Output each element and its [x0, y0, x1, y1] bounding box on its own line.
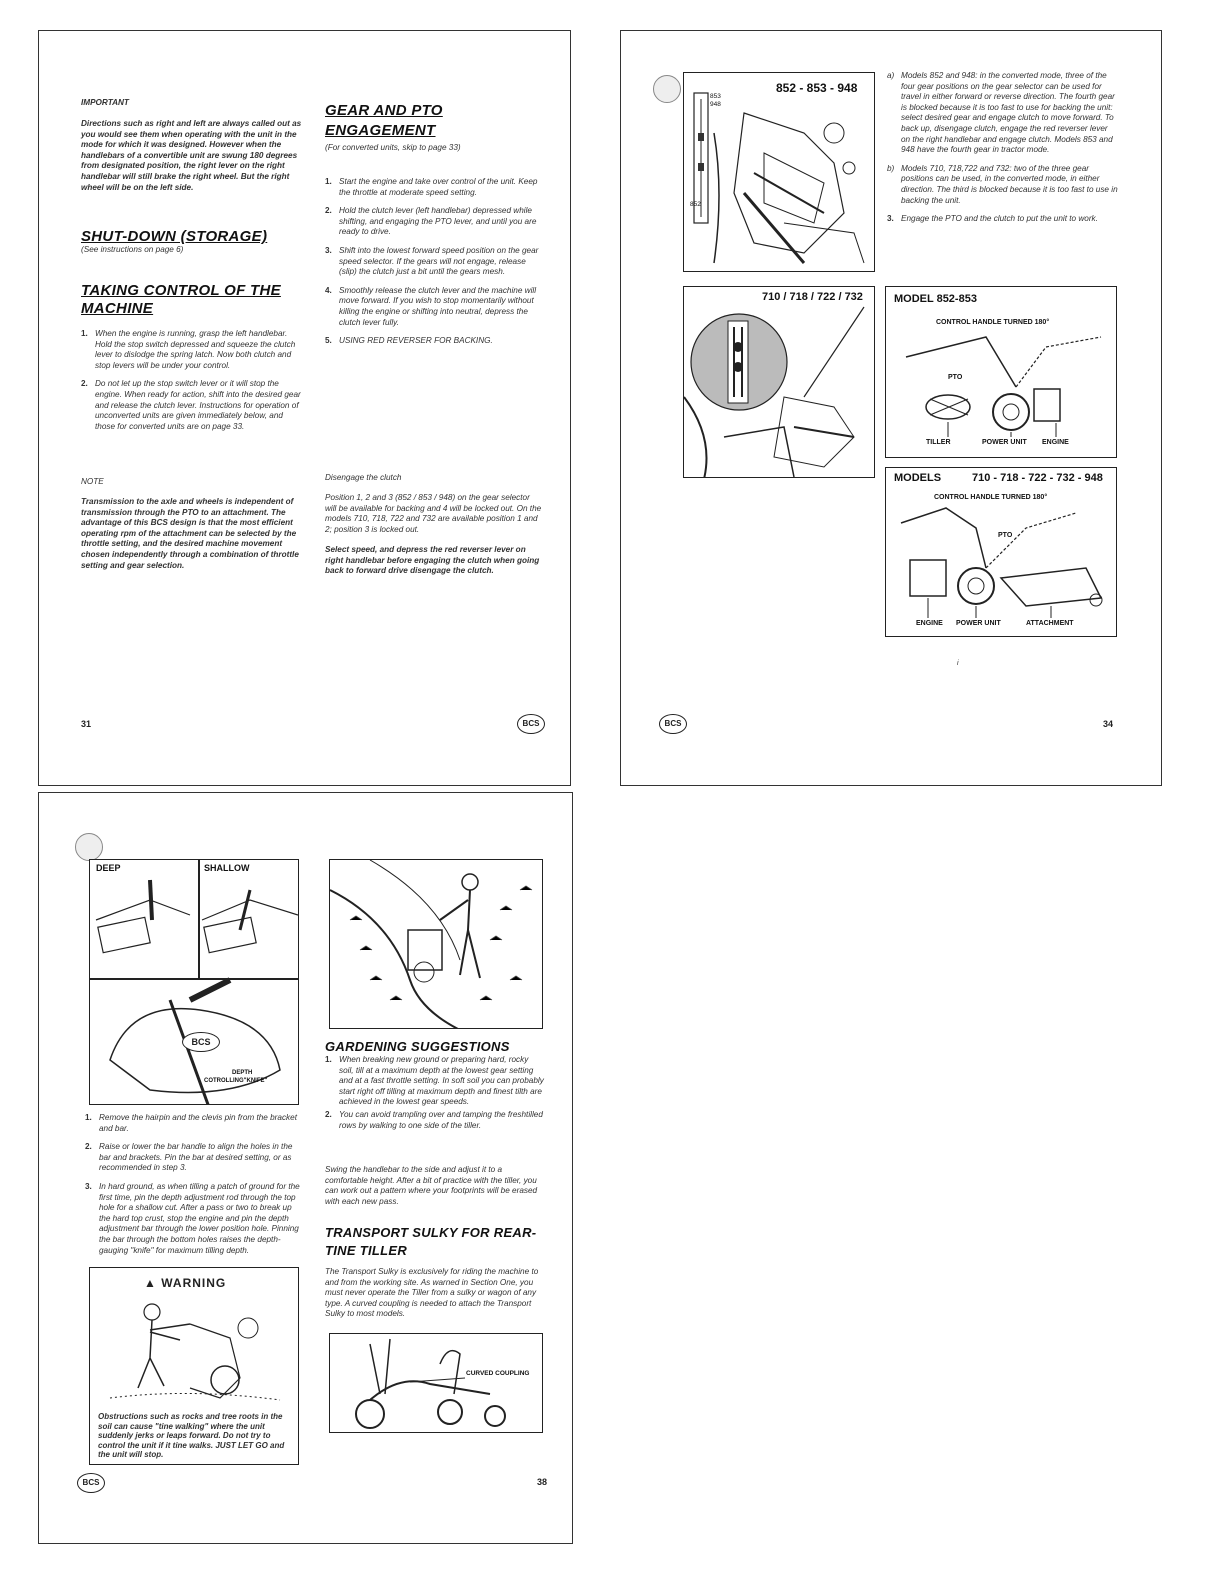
page-number: 34 — [1103, 719, 1114, 729]
page-number: 38 — [537, 1477, 548, 1487]
gear-pto-heading-line1: GEAR AND PTO — [325, 102, 443, 119]
shutdown-subtitle: (See instructions on page 6) — [81, 245, 184, 254]
list-item: 2. You can avoid trampling over and tamping the freshtilled rows by walking to one side of the tiller. — [325, 1109, 543, 1130]
gardening-heading: GARDENING SUGGESTIONS — [325, 1039, 510, 1054]
list-item: 4. Smoothly release the clutch lever and the machine will move forward. If you wish to stop momentarily without killing the engine or shifting into neutral, depress the clutch lever fully. — [325, 285, 537, 327]
list-item: 2. Do not let up the stop switch lever or it will stop the engine. When ready for action, shift into the desired gear and release the clutch lever. Instructions for operation of unconverted units are given immediately below, and those for converted units are on page 33. — [81, 379, 301, 431]
gear-selector-drawing-710 — [684, 287, 875, 478]
model-852-853-caption: CONTROL HANDLE TURNED 180° — [936, 319, 1050, 326]
gear-pto-heading-line2: ENGAGEMENT — [325, 122, 436, 139]
list-item: 1. When breaking new ground or preparing hard, rocky soil, till at a maximum depth at the lowest gear setting and at a fast throttle setting. In soft soil you can probably start right off tilling at maximum depth and finest tilth are achieved in the lowest gear speeds. — [325, 1055, 544, 1107]
depth-instructions-list — [85, 1113, 305, 1264]
taking-control-heading-line2: MACHINE — [81, 300, 154, 317]
manual-page-31 — [38, 30, 571, 786]
gardening-illustration — [329, 859, 543, 1029]
gardening-drawing — [330, 860, 543, 1029]
list-item: 3. Engage the PTO and the clutch to put the unit to work. — [887, 214, 1098, 224]
sulky-drawing — [330, 1334, 543, 1433]
list-item: 1. Remove the hairpin and the clevis pin from the bracket and bar. — [85, 1113, 297, 1133]
transport-heading-line2: TINE TILLER — [325, 1243, 408, 1258]
pto-label: PTO — [948, 374, 963, 381]
depth-label-line2: COTROLLING"KNIFE" — [204, 1078, 268, 1084]
list-item: 3. Shift into the lowest forward speed position on the gear speed selector. If the gears will not engage, release (slip) the clutch just a bit until the gears mesh. — [325, 245, 539, 277]
fig1-side-label: 853 — [710, 93, 721, 100]
gear-selector-figure-710 — [683, 286, 875, 478]
list-item: 1. When the engine is running, grasp the left handlebar. Hold the stop switch depressed and squeeze the clutch lever to dislodge the spring latch. Now both clutch and stop levers will be under your control. — [81, 329, 296, 370]
tiller-label: TILLER — [926, 439, 951, 446]
power-unit-label: POWER UNIT — [982, 439, 1027, 446]
model-710-948-diagram — [885, 467, 1117, 637]
warning-box — [89, 1267, 299, 1465]
attachment-label: ATTACHMENT — [1026, 620, 1074, 627]
power-unit-label: POWER UNIT — [956, 620, 1001, 627]
tiller-diagram-drawing — [886, 287, 1117, 458]
taking-control-heading-line1: TAKING CONTROL OF THE — [81, 282, 281, 299]
note-text: Transmission to the axle and wheels is independent of transmission through the PTO to an attachment. The advantage of this BCS design is that the most efficient operating rpm of the attachment can be selected by the throttle setting, and the desired machine movement chosen independently through a combination of throttle setting and gear selection. — [81, 497, 299, 570]
shallow-label: SHALLOW — [204, 863, 250, 873]
model-710-title-b: 710 - 718 - 722 - 732 - 948 — [972, 472, 1103, 484]
select-speed-text: Select speed, and depress the red reverser lever on right handlebar before engaging the clutch when going back to forward drive disengage the clutch. — [325, 545, 540, 576]
disengage-text: Position 1, 2 and 3 (852 / 853 / 948) on the gear selector will be available for backing and 4 will be locked out. On the models 710, 718, 722 and 732 are available position 1 and 2; position 3 is locked out. — [325, 493, 542, 534]
swing-handlebar-text: Swing the handlebar to the side and adjust it to a comfortable height. After a bit of practice with the tiller, you can work out a pattern where your footprints will be erased with each new pass. — [325, 1165, 538, 1206]
disengage-title: Disengage the clutch — [325, 473, 402, 482]
warning-title: WARNING — [161, 1276, 227, 1290]
list-item: 5. USING RED REVERSER FOR BACKING. — [325, 336, 493, 346]
model-710-title-a: MODELS — [894, 472, 942, 484]
fig1-side-label: 852 — [690, 201, 701, 208]
gardening-list — [325, 1055, 545, 1139]
fig1-side-label: 948 — [710, 101, 721, 108]
transport-heading-line1: TRANSPORT SULKY FOR REAR- — [325, 1225, 537, 1240]
gear-selector-figure-852 — [683, 72, 875, 272]
transport-text: The Transport Sulky is exclusively for riding the machine to and from the working site. As warned in Section One, you must never operate the Tiller from a sulky or wagon of any type. A curved coupling is needed to attach the Transport Sulky to most models. — [325, 1267, 539, 1319]
bcs-logo: BCS — [517, 714, 545, 734]
manual-page-34 — [620, 30, 1162, 786]
list-item: 1. Start the engine and take over control of the unit. Keep the throttle at moderate speed setting. — [325, 177, 538, 197]
sulky-figure — [329, 1333, 543, 1433]
conversion-notes-list — [887, 71, 1119, 233]
warning-triangle-icon: ▲ — [144, 1276, 157, 1290]
curved-coupling-label: CURVED COUPLING — [466, 1370, 530, 1377]
gear-pto-subtitle: (For converted units, skip to page 33) — [325, 143, 461, 152]
taking-control-list — [81, 329, 303, 440]
engine-label: ENGINE — [1042, 439, 1069, 446]
fig1-model-label: 852 - 853 - 948 — [776, 81, 858, 95]
list-item: 2. Raise or lower the bar handle to align the holes in the bar and brackets. Pin the bar at desired setting, or as recommended in step 3. — [85, 1142, 293, 1173]
model-852-853-title: MODEL 852-853 — [894, 293, 977, 305]
section-marker-icon — [75, 833, 103, 861]
section-marker-icon — [653, 75, 681, 103]
depth-adjustment-figure — [89, 859, 299, 1105]
important-title: IMPORTANT — [81, 98, 129, 107]
model-710-caption: CONTROL HANDLE TURNED 180° — [934, 494, 1048, 501]
important-text: Directions such as right and left are always called out as you would see them when operating with the unit in the mode for which it was designed. However when the handlebars of a convertible unit are swung 180 degrees from designated position, the right lever on the right handlebar will still brake the right wheel. But the right wheel will be on the left side. — [81, 119, 302, 192]
list-item: a) Models 852 and 948: in the converted mode, three of the four gear positions on the gear selector can be used for travel in either forward or reverse direction. The fourth gear is blocked because it is too fast to use for backing the unit: select desired gear and engage clutch to move forward. To back up, disengage clutch, engage the red reverser lever on the right handlebar and engage clutch. Models 853 and 948 have the fourth gear in tractor mode. — [887, 71, 1115, 155]
attachment-diagram-drawing — [886, 468, 1117, 637]
stray-mark: i — [957, 660, 959, 667]
manual-page-38 — [38, 792, 573, 1544]
engine-label: ENGINE — [916, 620, 943, 627]
model-852-853-diagram — [885, 286, 1117, 458]
shutdown-heading: SHUT-DOWN (STORAGE) — [81, 228, 268, 245]
bcs-logo: BCS — [659, 714, 687, 734]
list-item: 3. In hard ground, as when tilling a patch of ground for the first time, pin the depth adjustment rod through the top hole for a shallow cut. After a pass or two to break up the hard top crust, stop the engine and pin the depth adjustment bar through the lower position hole. Pinning the bar through the bottom holes raises the depth-gauging "knife" for maximum tilling depth. — [85, 1181, 300, 1255]
deep-label: DEEP — [96, 863, 121, 873]
page-number: 31 — [81, 719, 92, 729]
warning-text: Obstructions such as rocks and tree roots in the soil can cause "tine walking" where the unit suddenly jerks or leaps forward. Do not try to control the unit if it tine walks. JUST LET GO and the unit will stop. — [98, 1412, 285, 1459]
gear-pto-list — [325, 177, 543, 355]
list-item: b) Models 710, 718,722 and 732: two of the three gear positions can be used, in the converted mode, in either direction. The third is blocked because it is too fast to use in backing the unit. — [887, 163, 1118, 205]
note-title: NOTE — [81, 477, 104, 486]
pto-label: PTO — [998, 532, 1013, 539]
list-item: 2. Hold the clutch lever (left handlebar) depressed while shifting, and engaging the PTO lever, and until you are ready to drive. — [325, 206, 537, 237]
depth-drawing — [90, 860, 299, 1105]
bcs-tank-logo: BCS — [182, 1032, 220, 1052]
fig2-model-label: 710 / 718 / 722 / 732 — [762, 291, 863, 303]
depth-label-line1: DEPTH — [232, 1070, 253, 1076]
bcs-logo: BCS — [77, 1473, 105, 1493]
